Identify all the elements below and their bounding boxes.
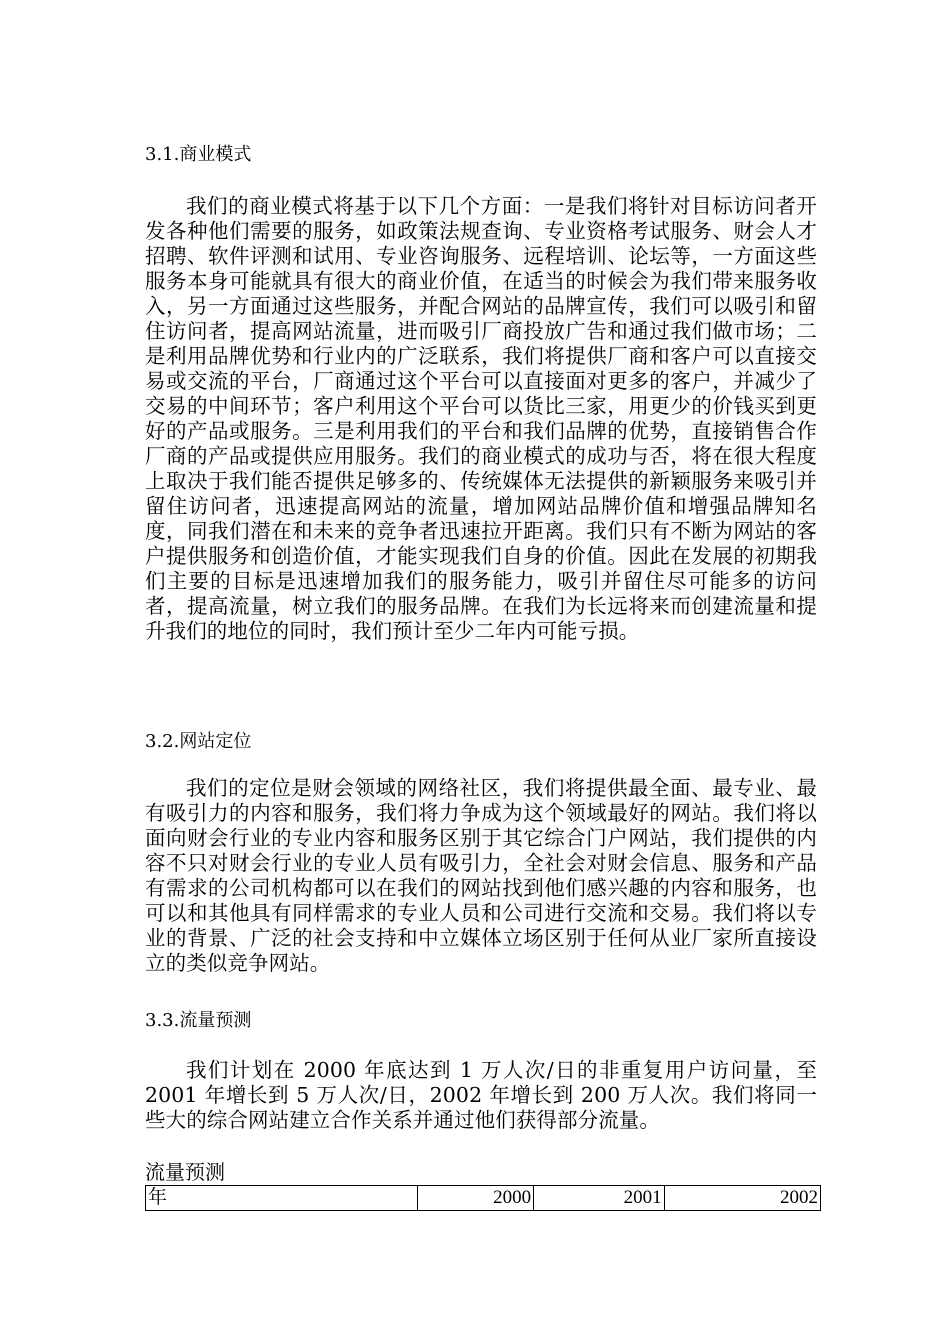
traffic-forecast-table [145,1185,821,1211]
table-cell-2000: 2000 [417,1186,534,1211]
table-caption: 流量预测 [145,1160,225,1184]
section-heading-traffic-forecast: 3.3.流量预测 [145,1010,252,1031]
table-row [146,1186,821,1211]
section-heading-business-model: 3.1.商业模式 [145,144,252,165]
table-cell-2001: 2001 [534,1186,664,1211]
table-cell-2002: 2002 [664,1186,820,1211]
section-body-business-model: 我们的商业模式将基于以下几个方面：一是我们将针对目标访问者开发各种他们需要的服务，如政策法规查询、专业资格考试服务、财会人才招聘、软件评测和试用、专业咨询服务、远程培训、论坛等，一方面这些服务本身可能就具有很大的商业价值，在适当的时候会为我们带来服务收入，另一方面通过这些服务，并配合网站的品牌宣传，我们可以吸引和留住访问者，提高网站流量，进而吸引厂商投放广告和通过我们做市场；二是利用品牌优势和行业内的广泛联系，我们将提供厂商和客户可以直接交易或交流的平台，厂商通过这个平台可以直接面对更多的客户，并减少了交易的中间环节；客户利用这个平台可以货比三家，用更少的价钱买到更好的产品或服务。三是利用我们的平台和我们品牌的优势，直接销售合作厂商的产品或提供应用服务。我们的商业模式的成功与否，将在很大程度上取决于我们能否提供足够多的、传统媒体无法提供的新颖服务来吸引并留住访问者，迅速提高网站的流量，增加网站品牌价值和增强品牌知名度，同我们潜在和未来的竞争者迅速拉开距离。我们只有不断为网站的客户提供服务和创造价值，才能实现我们自身的价值。因此在发展的初期我们主要的目标是迅速增加我们的服务能力，吸引并留住尽可能多的访问者，提高流量，树立我们的服务品牌。在我们为长远将来而创建流量和提升我们的地位的同时，我们预计至少二年内可能亏损。 [145,194,817,643]
table-cell-year-label: 年 [146,1186,418,1211]
section-body-site-positioning: 我们的定位是财会领域的网络社区，我们将提供最全面、最专业、最有吸引力的内容和服务，我们将力争成为这个领域最好的网站。我们将以面向财会行业的专业内容和服务区别于其它综合门户网站，我们提供的内容不只对财会行业的专业人员有吸引力，全社会对财会信息、服务和产品有需求的公司机构都可以在我们的网站找到他们感兴趣的内容和服务，也可以和其他具有同样需求的专业人员和公司进行交流和交易。我们将以专业的背景、广泛的社会支持和中立媒体立场区别于任何从业厂家所直接设立的类似竞争网站。 [145,776,817,975]
section-heading-site-positioning: 3.2.网站定位 [145,731,252,752]
section-body-traffic-forecast: 我们计划在 2000 年底达到 1 万人次/日的非重复用户访问量，至 2001 年增长到 5 万人次/日，2002 年增长到 200 万人次。我们将同一些大的综合网站建立合作关系并通过他们获得部分流量。 [145,1058,817,1132]
